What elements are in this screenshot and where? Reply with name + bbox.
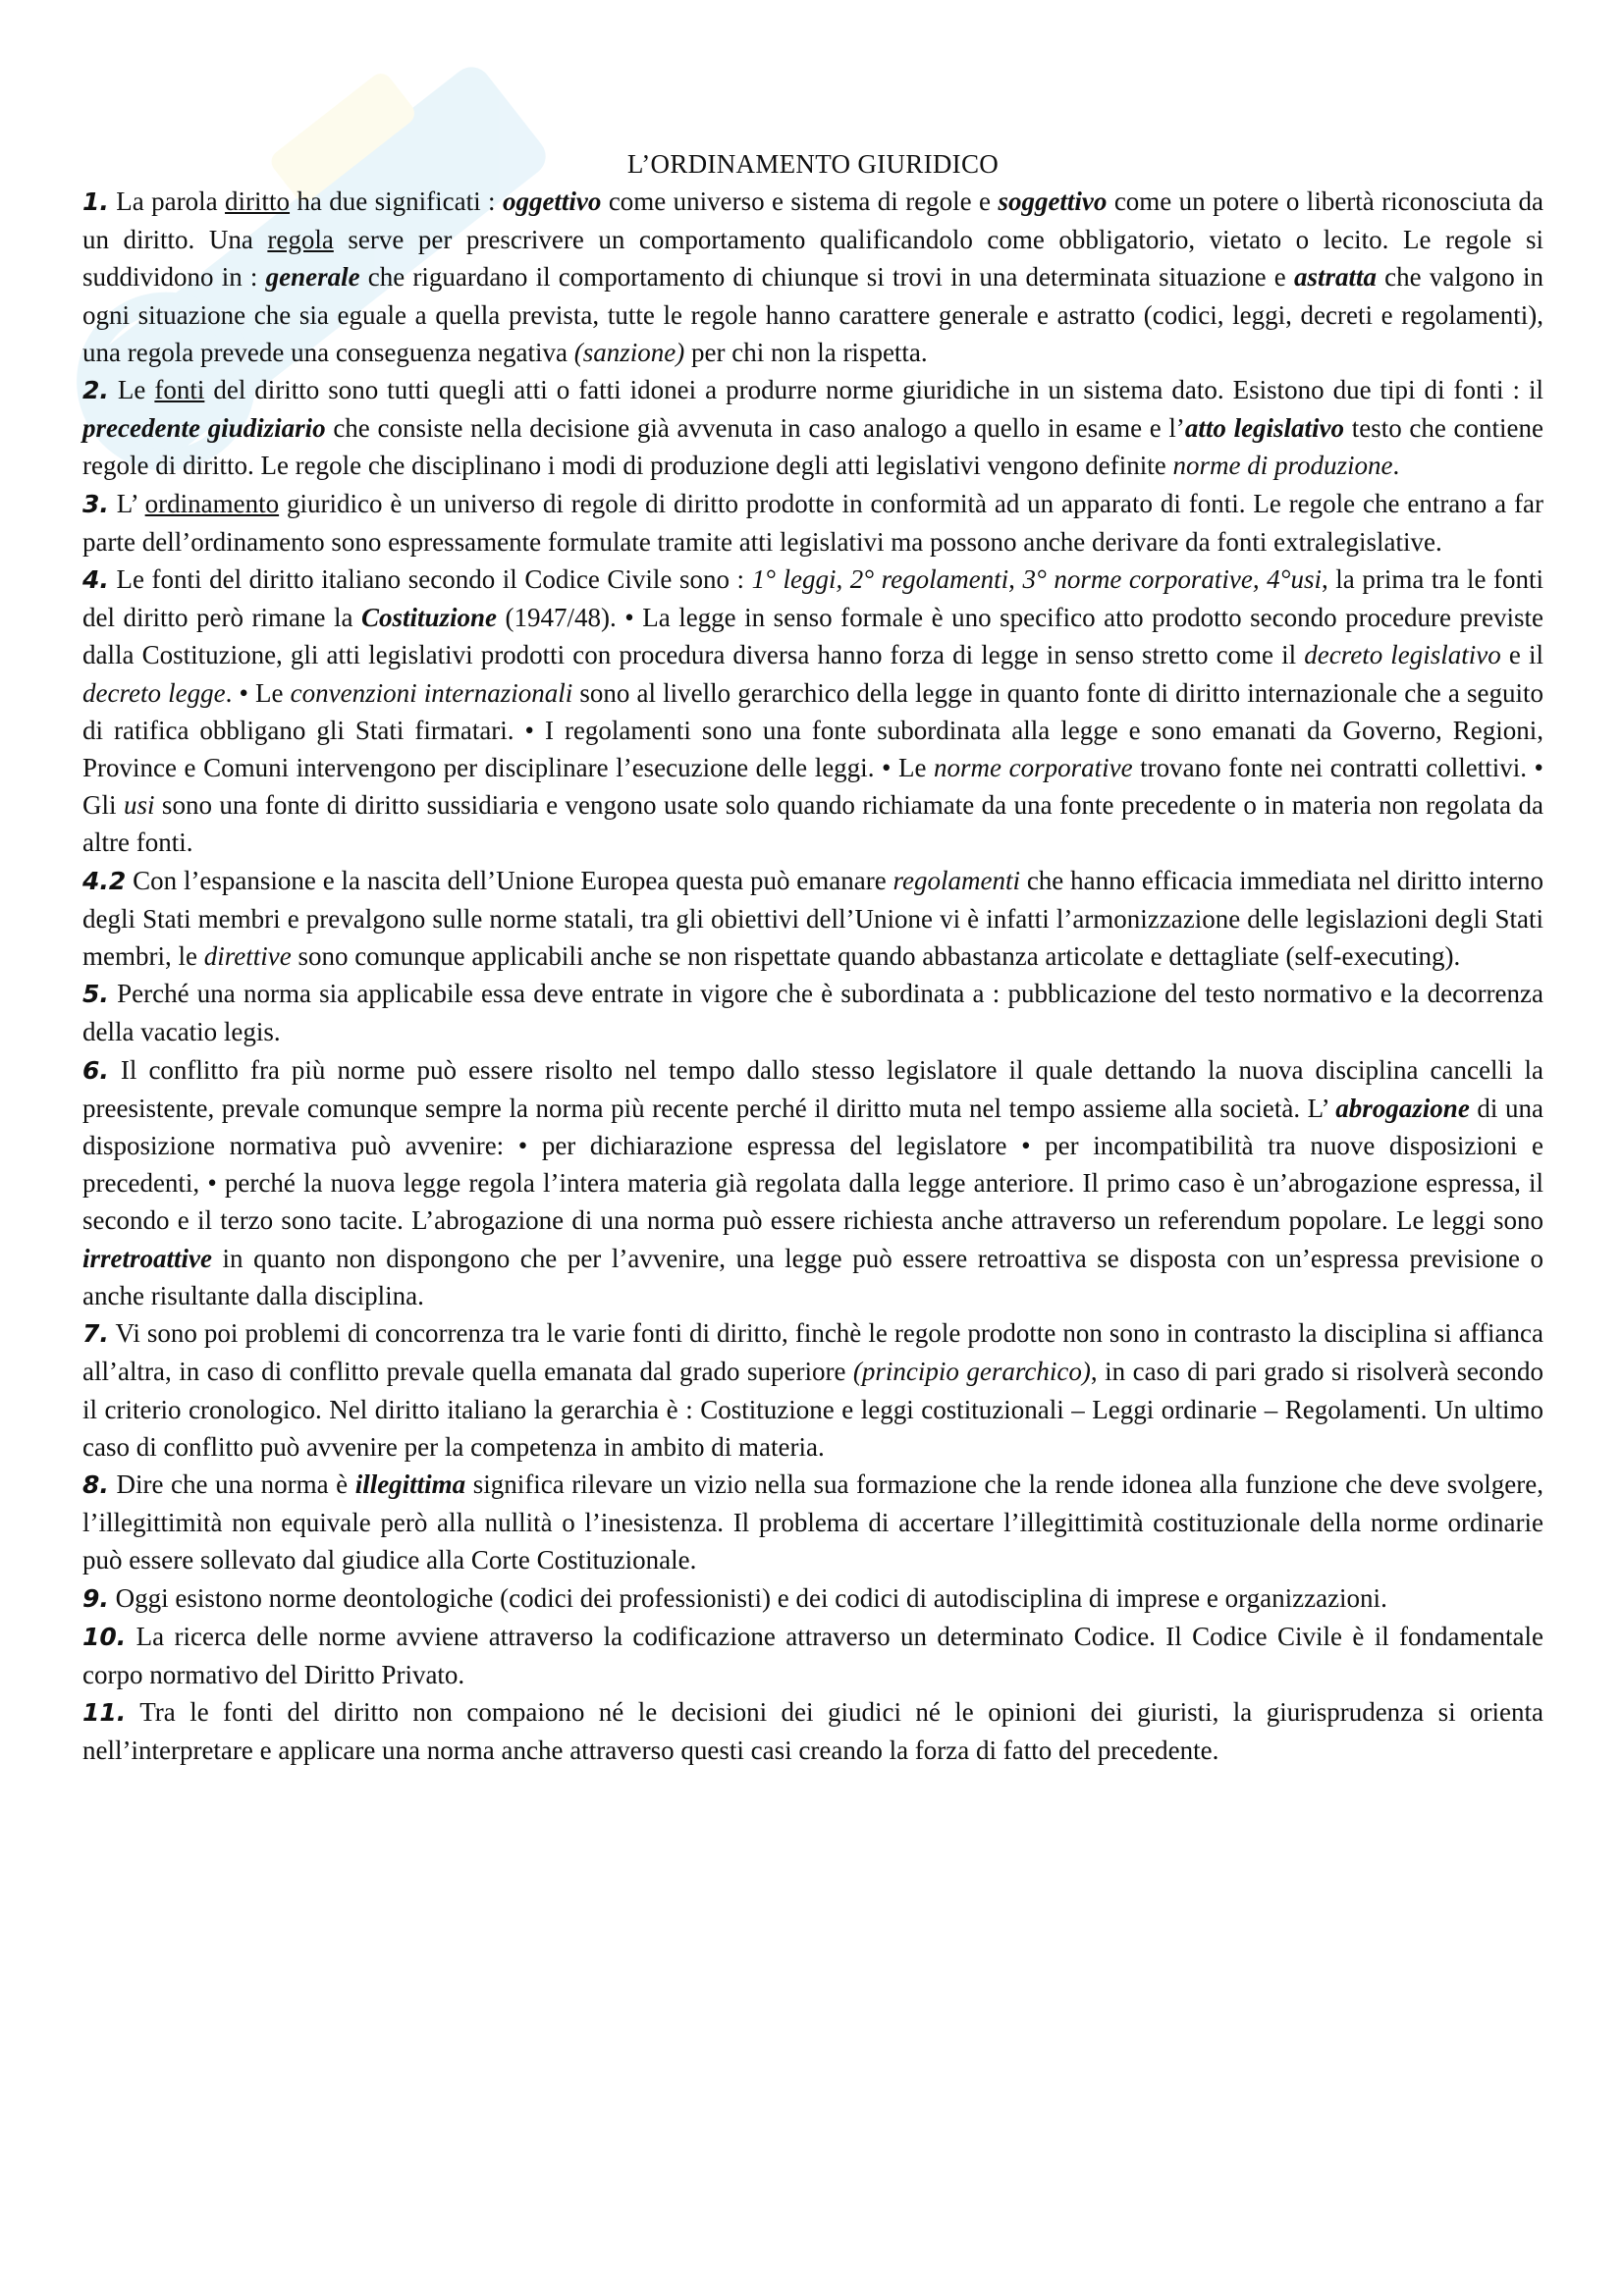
italic-text: (principio gerarchico) bbox=[852, 1357, 1091, 1387]
italic-text: convenzioni internazionali bbox=[290, 677, 573, 708]
key-term: soggettivo bbox=[998, 187, 1108, 216]
text-segment: ha due significati : bbox=[290, 187, 503, 216]
text-segment: trovano fonte nei contratti collettivi. • Gli bbox=[82, 753, 1543, 821]
text-segment: Il conflitto fra più norme può essere risolto nel tempo dallo stesso legislatore il quale dettando la nuova disciplina cancelli la preesistente, prevale comunque sempre la norma più recente perché il diritto muta nel tempo assieme alla società. L’ bbox=[82, 1054, 1543, 1123]
text-segment: come un potere o libertà riconosciuta da un diritto. Una bbox=[82, 187, 1543, 255]
paragraph-number: 9. bbox=[82, 1583, 109, 1613]
document-title: L’ORDINAMENTO GIURIDICO bbox=[626, 149, 1000, 179]
underlined-term: diritto bbox=[225, 187, 291, 216]
text-segment: La parola bbox=[108, 187, 226, 216]
paragraph bbox=[82, 1693, 1543, 1769]
text-segment: , la prima tra le fonti del diritto però rimane la bbox=[82, 564, 1543, 633]
key-term: atto legislativo bbox=[1184, 413, 1345, 444]
text-segment: . bbox=[1392, 451, 1400, 481]
text-segment: sono una fonte di diritto sussidiaria e vengono usate solo quando richiamate da una fonte precedente o in materia non regolata da altre fonti. bbox=[82, 790, 1543, 858]
text-segment: serve per prescrivere un comportamento qualificandolo come obbligatorio, vietato o lecito. Le regole si suddividono in : bbox=[82, 225, 1543, 293]
italic-text: norme di produzione bbox=[1172, 451, 1393, 481]
paragraph-number: 4.2 bbox=[82, 866, 127, 895]
italic-text: norme corporative bbox=[934, 753, 1133, 783]
italic-text: decreto legge bbox=[82, 677, 226, 708]
paragraph bbox=[82, 1579, 1543, 1618]
paragraph bbox=[82, 371, 1543, 485]
text-segment: che hanno efficacia immediata nel diritto interno degli Stati membri e prevalgono sulle norme statali, tra gli obiettivi dell’Unione vi è infatti l’armonizzazione delle legislazioni degli Stati membri, le bbox=[82, 865, 1544, 972]
paragraph-number: 11. bbox=[82, 1698, 127, 1728]
text-segment: La ricerca delle norme avviene attraverso la codificazione attraverso un determinato Codice. Il Codice Civile è il fondamentale corpo normativo del Diritto Privato. bbox=[82, 1621, 1543, 1689]
italic-text: decreto legislativo bbox=[1304, 640, 1501, 670]
text-segment: in quanto non dispongono che per l’avvenire, una legge può essere retroattiva se disposta con un’espressa previsione o anche risultante dalla disciplina. bbox=[82, 1243, 1543, 1310]
text-segment: Vi sono poi problemi di concorrenza tra le varie fonti di diritto, finchè le regole prodotte non sono in contrasto la disciplina si affianca all’altra, in caso di conflitto prevale quella emanata dal grado superiore bbox=[82, 1318, 1543, 1387]
paragraph-number: 8. bbox=[82, 1469, 109, 1499]
text-segment: significa rilevare un vizio nella sua formazione che la rende idonea alla funzione che deve svolgere, l’illegittimità non equivale però alla nullità o l’inesistenza. Il problema di accertare l’illegittimità costituzionale della norme ordinarie può essere sollevato dal giudice alla Corte Costituzionale. bbox=[82, 1468, 1543, 1575]
paragraph-number: 7. bbox=[82, 1319, 109, 1349]
paragraph bbox=[82, 862, 1543, 976]
document-page bbox=[82, 145, 1543, 1770]
text-segment: testo che contiene regole di diritto. Le regole che disciplinano i modi di produzione degli atti legislativi vengono definite bbox=[82, 413, 1543, 481]
underlined-term: ordinamento bbox=[144, 488, 280, 518]
key-term: astratta bbox=[1293, 262, 1377, 293]
text-segment: , in caso di pari grado si risolverà secondo il criterio cronologico. Nel diritto italiano la gerarchia è : Costituzione e leggi costituzionali – Leggi ordinarie – Regolamenti. Un ultimo caso di conflitto può avvenire per la competenza in ambito di materia. bbox=[82, 1357, 1543, 1462]
text-segment: di una disposizione normativa può avvenire: • per dichiarazione espressa del legislatore • per incompatibilità tra nuove disposizioni e precedenti, • perché la nuova legge regola l’intera materia già regolata dalla legge anteriore. Il primo caso è un’abrogazione espressa, il secondo e il terzo sono tacite. L’abrogazione di una norma può essere richiesta anche attraverso un referendum popolare. Le leggi sono bbox=[82, 1093, 1543, 1236]
text-segment: Dire che una norma è bbox=[108, 1468, 355, 1499]
key-term: Costituzione bbox=[360, 603, 497, 633]
key-term: irretroattive bbox=[82, 1243, 212, 1273]
text-segment: Le bbox=[108, 375, 155, 405]
text-segment: Perché una norma sia applicabile essa deve entrate in vigore che è subordinata a : pubblicazione del testo normativo e la decorrenza della vacatio legis. bbox=[82, 979, 1543, 1047]
text-segment: per chi non la rispetta. bbox=[684, 337, 928, 367]
paragraph-number: 1. bbox=[82, 187, 109, 216]
key-term: abrogazione bbox=[1335, 1093, 1470, 1123]
text-segment: che consiste nella decisione già avvenuta in caso analogo a quello in esame e l’ bbox=[325, 413, 1185, 444]
italic-text: 1° leggi, 2° regolamenti, 3° norme corporative, 4°usi bbox=[751, 564, 1322, 595]
text-segment: Tra le fonti del diritto non compaiono né le decisioni dei giudici né le opinioni dei giuristi, la giurisprudenza si orienta nell’interpretare e applicare una norma anche attraverso questi casi creando la forza di fatto del precedente. bbox=[82, 1697, 1543, 1766]
paragraph-number: 4. bbox=[82, 565, 109, 595]
text-segment: sono comunque applicabili anche se non rispettate quando abbastanza articolate e dettagliate (self-executing). bbox=[291, 941, 1461, 972]
text-segment: (1947/48). • La legge in senso formale è uno specifico atto prodotto secondo procedure previste dalla Costituzione, gli atti legislativi prodotti con procedura diversa hanno forza di legge in senso stretto come il bbox=[82, 603, 1543, 670]
key-term: precedente giudiziario bbox=[82, 413, 326, 444]
text-segment: e il bbox=[1500, 640, 1543, 670]
key-term: oggettivo bbox=[502, 187, 602, 216]
paragraph-number: 10. bbox=[82, 1622, 127, 1651]
italic-text: usi bbox=[123, 790, 155, 821]
text-segment: Con l’espansione e la nascita dell’Unione Europea questa può emanare bbox=[126, 865, 893, 895]
text-segment: . • Le bbox=[225, 677, 291, 708]
text-segment: del diritto sono tutti quegli atti o fatti idonei a produrre norme giuridiche in un sistema dato. Esistono due tipi di fonti : il bbox=[204, 375, 1543, 405]
key-term: generale bbox=[265, 262, 360, 293]
key-term: illegittima bbox=[354, 1468, 466, 1499]
paragraph-number: 6. bbox=[82, 1055, 109, 1085]
italic-text: direttive bbox=[203, 941, 292, 972]
paragraph-list bbox=[82, 183, 1543, 1770]
italic-text: regolamenti bbox=[893, 865, 1020, 895]
text-segment: che riguardano il comportamento di chiunque si trovi in una determinata situazione e bbox=[359, 262, 1294, 293]
text-segment: L’ bbox=[108, 488, 145, 518]
paragraph-number: 5. bbox=[82, 980, 109, 1009]
text-segment: Oggi esistono norme deontologiche (codici dei professionisti) e dei codici di autodisciplina di imprese e organizzazioni. bbox=[108, 1582, 1387, 1613]
paragraph bbox=[82, 1466, 1543, 1579]
underlined-term: regola bbox=[267, 225, 334, 255]
paragraph-number: 3. bbox=[82, 489, 109, 518]
text-segment: Le fonti del diritto italiano secondo il Codice Civile sono : bbox=[108, 564, 752, 595]
underlined-term: fonti bbox=[154, 375, 205, 405]
paragraph bbox=[82, 485, 1543, 561]
paragraph bbox=[82, 1618, 1543, 1693]
text-segment: giuridico è un universo di regole di diritto prodotte in conformità ad un apparato di fonti. Le regole che entrano a far parte dell’ordinamento sono espressamente formulate tramite atti legislativi ma possono anche derivare da fonti extralegislative. bbox=[82, 488, 1543, 557]
paragraph bbox=[82, 1314, 1543, 1466]
text-segment: come universo e sistema di regole e bbox=[601, 187, 999, 216]
paragraph-number: 2. bbox=[82, 376, 109, 405]
paragraph bbox=[82, 561, 1543, 862]
paragraph bbox=[82, 975, 1543, 1050]
text-segment: che valgono in ogni situazione che sia eguale a quella prevista, tutte le regole hanno carattere generale e astratto (codici, leggi, decreti e regolamenti), una regola prevede una conseguenza negativa bbox=[82, 262, 1543, 367]
paragraph bbox=[82, 183, 1543, 371]
text-segment: sono al livello gerarchico della legge in quanto fonte di diritto internazionale che a seguito di ratifica obbligano gli Stati firmatari. • I regolamenti sono una fonte subordinata alla legge e sono emanati da Governo, Regioni, Province e Comuni intervengono per disciplinare l’esecuzione delle leggi. • Le bbox=[82, 677, 1543, 783]
italic-text: (sanzione) bbox=[573, 337, 685, 367]
paragraph bbox=[82, 1051, 1543, 1314]
